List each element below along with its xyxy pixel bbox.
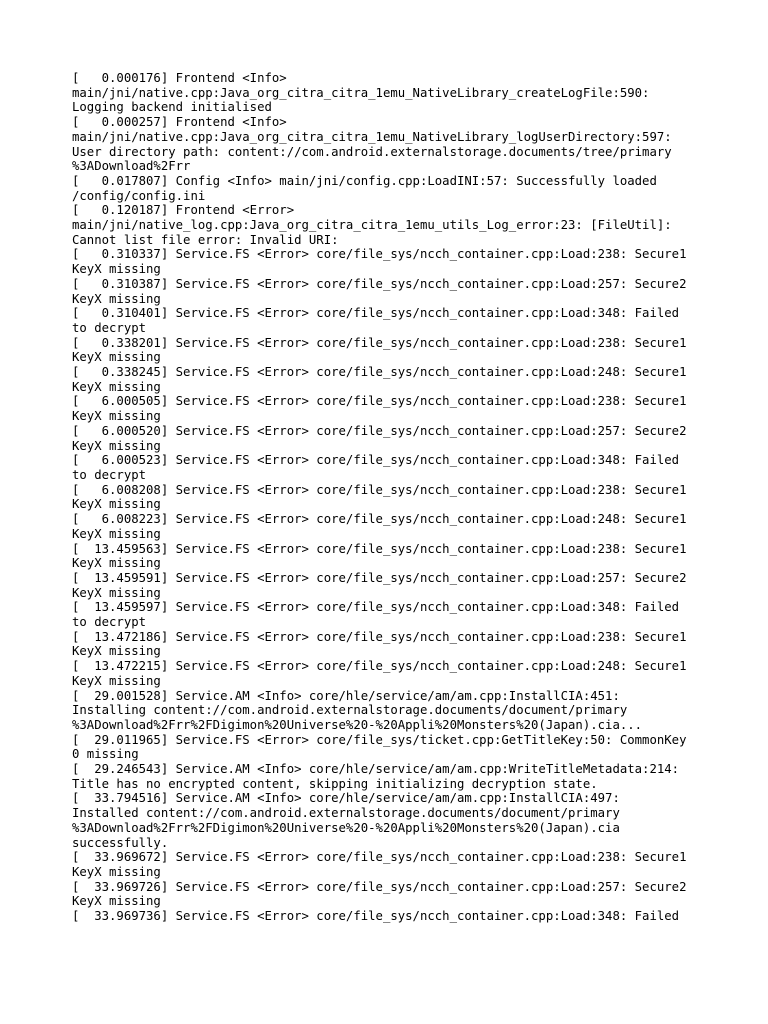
log-line: to decrypt — [72, 467, 147, 482]
log-line: successfully. — [72, 835, 169, 850]
log-line: KeyX missing — [72, 262, 161, 277]
log-line: [ 0.017807] Config <Info> main/jni/config.cpp:LoadINI:57: Successfully loaded — [72, 173, 657, 188]
log-line: KeyX missing — [72, 894, 161, 909]
log-line: User directory path: content://com.android.externalstorage.documents/tree/primary — [72, 144, 672, 159]
log-line: KeyX missing — [72, 526, 161, 541]
log-line: [ 6.008208] Service.FS <Error> core/file_sys/ncch_container.cpp:Load:238: Secure1 — [72, 482, 687, 497]
log-line: [ 6.000523] Service.FS <Error> core/file_sys/ncch_container.cpp:Load:348: Failed — [72, 453, 680, 468]
log-line: [ 13.472215] Service.FS <Error> core/file_sys/ncch_container.cpp:Load:248: Secure1 — [72, 659, 687, 674]
log-line: [ 0.120187] Frontend <Error> — [72, 203, 295, 218]
log-line: [ 33.969736] Service.FS <Error> core/file_sys/ncch_container.cpp:Load:348: Failed — [72, 909, 680, 924]
log-line: KeyX missing — [72, 644, 161, 659]
log-line: to decrypt — [72, 615, 147, 630]
log-line: [ 33.969726] Service.FS <Error> core/file_sys/ncch_container.cpp:Load:257: Secure2 — [72, 879, 687, 894]
log-line: [ 13.459563] Service.FS <Error> core/file_sys/ncch_container.cpp:Load:238: Secure1 — [72, 541, 687, 556]
log-line: [ 29.001528] Service.AM <Info> core/hle/service/am/am.cpp:InstallCIA:451: — [72, 688, 620, 703]
log-line: KeyX missing — [72, 291, 161, 306]
log-line: [ 6.000505] Service.FS <Error> core/file_sys/ncch_container.cpp:Load:238: Secure1 — [72, 394, 687, 409]
log-line: [ 0.310337] Service.FS <Error> core/file_sys/ncch_container.cpp:Load:238: Secure1 — [72, 247, 687, 262]
log-line: [ 13.459591] Service.FS <Error> core/file_sys/ncch_container.cpp:Load:257: Secure2 — [72, 570, 687, 585]
log-line: [ 0.000176] Frontend <Info> — [72, 71, 287, 85]
log-line: [ 0.310387] Service.FS <Error> core/file_sys/ncch_container.cpp:Load:257: Secure2 — [72, 276, 687, 291]
log-line: [ 0.310401] Service.FS <Error> core/file_sys/ncch_container.cpp:Load:348: Failed — [72, 306, 680, 321]
log-line: KeyX missing — [72, 409, 161, 424]
log-line: to decrypt — [72, 320, 147, 335]
log-line: Installed content://com.android.externalstorage.documents/document/primary — [72, 806, 620, 821]
log-line: 0 missing — [72, 747, 139, 762]
log-line: [ 13.459597] Service.FS <Error> core/file_sys/ncch_container.cpp:Load:348: Failed — [72, 600, 680, 615]
log-line: KeyX missing — [72, 379, 161, 394]
log-line: Logging backend initialised — [72, 100, 272, 115]
log-line: [ 0.338245] Service.FS <Error> core/file_sys/ncch_container.cpp:Load:248: Secure1 — [72, 365, 687, 380]
log-line: [ 33.969672] Service.FS <Error> core/file_sys/ncch_container.cpp:Load:238: Secure1 — [72, 850, 687, 865]
log-line: [ 0.338201] Service.FS <Error> core/file_sys/ncch_container.cpp:Load:238: Secure1 — [72, 335, 687, 350]
log-line: KeyX missing — [72, 350, 161, 365]
log-line: [ 13.472186] Service.FS <Error> core/file_sys/ncch_container.cpp:Load:238: Secure1 — [72, 629, 687, 644]
log-line: main/jni/native.cpp:Java_org_citra_citra_1emu_NativeLibrary_createLogFile:590: — [72, 85, 650, 100]
log-line: KeyX missing — [72, 497, 161, 512]
log-line: %3ADownload%2Frr%2FDigimon%20Universe%20-%20Appli%20Monsters%20(Japan).cia... — [72, 717, 643, 732]
log-line: [ 6.008223] Service.FS <Error> core/file_sys/ncch_container.cpp:Load:248: Secure1 — [72, 512, 687, 527]
log-line: [ 0.000257] Frontend <Info> — [72, 115, 287, 130]
log-line: %3ADownload%2Frr%2FDigimon%20Universe%20-%20Appli%20Monsters%20(Japan).cia — [72, 820, 620, 835]
log-line: KeyX missing — [72, 556, 161, 571]
log-line: Installing content://com.android.externalstorage.documents/document/primary — [72, 703, 628, 718]
log-document — [72, 71, 712, 924]
log-line: Title has no encrypted content, skipping initializing decryption state. — [72, 776, 598, 791]
log-line: /config/config.ini — [72, 188, 206, 203]
log-line: KeyX missing — [72, 864, 161, 879]
log-line: main/jni/native_log.cpp:Java_org_citra_citra_1emu_utils_Log_error:23: [FileUtil]: — [72, 218, 672, 233]
log-line: %3ADownload%2Frr — [72, 159, 191, 174]
log-line: [ 33.794516] Service.AM <Info> core/hle/service/am/am.cpp:InstallCIA:497: — [72, 791, 620, 806]
log-line: KeyX missing — [72, 438, 161, 453]
log-line: KeyX missing — [72, 673, 161, 688]
log-line: Cannot list file error: Invalid URI: — [72, 232, 339, 247]
log-line: KeyX missing — [72, 585, 161, 600]
log-line: [ 29.246543] Service.AM <Info> core/hle/service/am/am.cpp:WriteTitleMetadata:214: — [72, 762, 680, 777]
log-line: [ 6.000520] Service.FS <Error> core/file_sys/ncch_container.cpp:Load:257: Secure2 — [72, 423, 687, 438]
log-line: main/jni/native.cpp:Java_org_citra_citra_1emu_NativeLibrary_logUserDirectory:597: — [72, 129, 672, 144]
log-line: [ 29.011965] Service.FS <Error> core/file_sys/ticket.cpp:GetTitleKey:50: CommonKey — [72, 732, 687, 747]
